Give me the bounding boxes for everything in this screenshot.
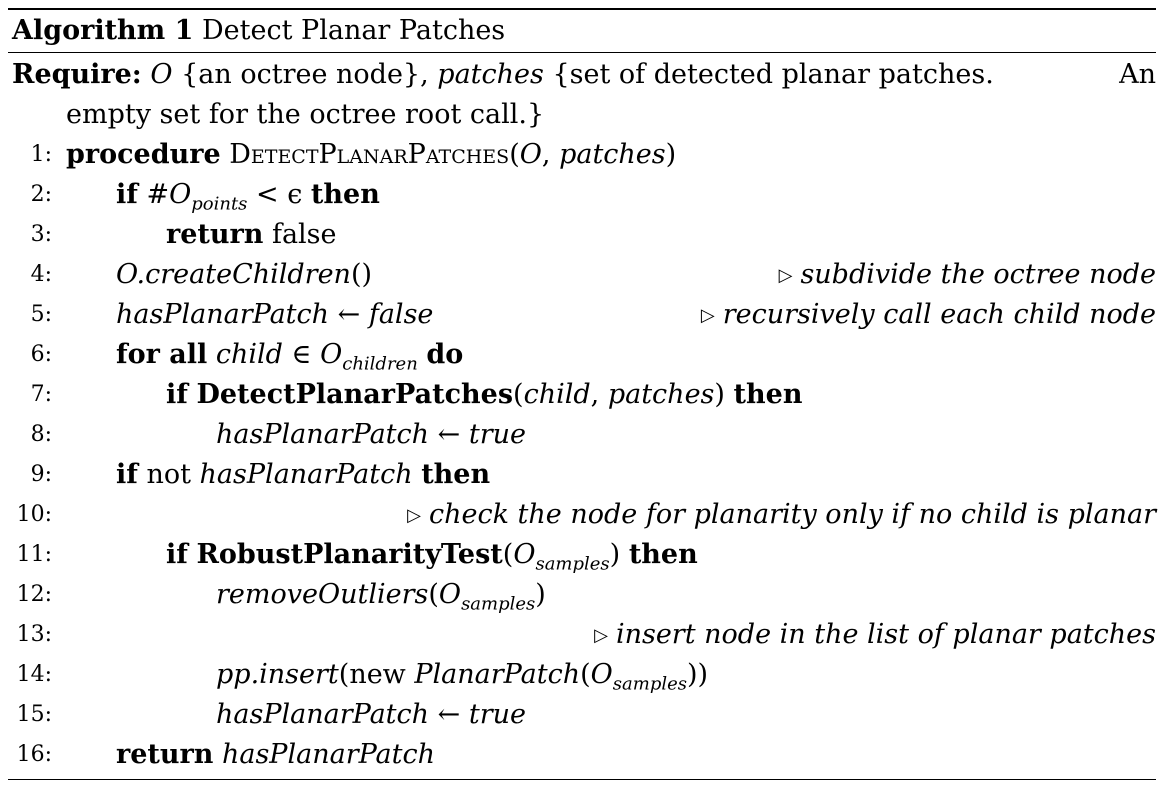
paren-close: ): [665, 139, 677, 170]
arg-patches: patches: [607, 379, 715, 410]
comment-text: check the node for planarity only if no child is planar: [429, 499, 1156, 530]
require-an: An: [1119, 59, 1156, 90]
line-number: 1:: [30, 142, 52, 167]
comment-triangle-icon: ▷: [594, 625, 608, 646]
algo-line-14: [8, 655, 1156, 695]
algo-line-5: [8, 295, 1156, 335]
var-o: O: [320, 339, 343, 370]
arg-child: child: [523, 379, 591, 410]
bottom-rule: [8, 779, 1156, 780]
var-has-planar-patch: hasPlanarPatch: [216, 699, 430, 730]
paren-close: )): [687, 659, 709, 690]
line-number: 2:: [30, 182, 52, 207]
line-number: 4:: [30, 262, 52, 287]
value-false: false: [368, 299, 434, 330]
assign-arrow: ←: [429, 699, 469, 730]
line-number: 3:: [30, 222, 52, 247]
func-pp-insert: pp.insert: [216, 659, 339, 690]
algo-line-11: [8, 535, 1156, 575]
algo-line-9: [8, 455, 1156, 495]
algo-line-2: [8, 175, 1156, 215]
comment-text: recursively call each child node: [722, 299, 1156, 330]
line-comment: [594, 615, 1156, 658]
line-number: 10:: [16, 502, 52, 527]
algo-line-3: [8, 215, 1156, 255]
var-has-planar-patch: hasPlanarPatch: [199, 459, 413, 490]
line-number: 9:: [30, 462, 52, 487]
return-value: false: [263, 219, 337, 250]
algo-line-6: [8, 335, 1156, 375]
line-number: 7:: [30, 382, 52, 407]
var-o: O: [438, 579, 462, 610]
then-keyword: then: [421, 459, 491, 490]
caption-label: Algorithm 1: [12, 15, 194, 46]
algo-line-1: [8, 135, 1156, 175]
return-keyword: return: [116, 739, 214, 770]
new-keyword: new: [349, 659, 415, 690]
var-o: O: [169, 179, 192, 210]
algo-line-16: [8, 735, 1156, 775]
line-number: 5:: [30, 302, 52, 327]
parens: (): [350, 259, 373, 290]
algorithm-caption: [8, 10, 1156, 52]
algorithm-block: [8, 8, 1156, 780]
algo-line-15: [8, 695, 1156, 735]
require-block: [8, 53, 1156, 135]
value-true: true: [468, 419, 526, 450]
return-keyword: return: [166, 219, 264, 250]
subscript-samples: samples: [461, 593, 536, 615]
then-keyword: then: [310, 179, 380, 210]
caption-title: Detect Planar Patches: [202, 15, 506, 46]
algo-line-13: [8, 615, 1156, 655]
var-o: O: [513, 539, 536, 570]
for-all-keyword: for all: [116, 339, 208, 370]
func-remove-outliers: removeOutliers: [216, 579, 429, 610]
algo-line-7: [8, 375, 1156, 415]
comment-triangle-icon: ▷: [778, 265, 793, 286]
var-has-planar-patch: hasPlanarPatch: [221, 739, 436, 770]
line-number: 12:: [16, 582, 52, 607]
paren-close: ): [535, 579, 546, 610]
comment-text: insert node in the list of planar patches: [615, 619, 1156, 650]
arg-o: O: [519, 139, 542, 170]
require-patches: patches: [437, 59, 544, 90]
var-has-planar-patch: hasPlanarPatch: [116, 299, 330, 330]
require-o: O: [150, 59, 173, 90]
if-keyword: if: [166, 539, 188, 570]
then-keyword: then: [628, 539, 698, 570]
line-comment: [701, 295, 1156, 338]
subscript-samples: samples: [612, 673, 687, 695]
comment-triangle-icon: ▷: [700, 305, 715, 326]
if-keyword: if: [116, 459, 138, 490]
element-of: ∈: [282, 339, 321, 370]
procedure-keyword: procedure: [66, 139, 221, 170]
assign-arrow: ←: [329, 299, 369, 330]
create-children-call: O.createChildren: [116, 259, 351, 290]
hash-sign: #: [146, 179, 170, 210]
func-detect-planar-patches: DetectPlanarPatches: [196, 379, 514, 410]
subscript-samples: samples: [535, 553, 610, 575]
line-number: 15:: [16, 702, 52, 727]
if-keyword: if: [116, 179, 138, 210]
line-number: 14:: [16, 662, 52, 687]
var-child: child: [215, 339, 283, 370]
class-planar-patch: PlanarPatch: [414, 659, 581, 690]
paren-open: (: [428, 579, 439, 610]
comma: ,: [590, 379, 608, 410]
algo-line-4: [8, 255, 1156, 295]
paren-open: (: [580, 659, 591, 690]
not-operator: not: [137, 459, 200, 490]
require-line2: empty set for the octree root call.}: [66, 99, 545, 130]
if-keyword: if: [166, 379, 188, 410]
require-patches-desc: {set of detected planar patches.: [552, 59, 994, 90]
comment-text: subdivide the octree node: [800, 259, 1156, 290]
require-keyword: Require:: [12, 59, 142, 90]
require-o-desc: {an octree node},: [181, 59, 429, 90]
then-keyword: then: [733, 379, 803, 410]
arg-patches: patches: [559, 139, 666, 170]
subscript-points: points: [191, 193, 248, 215]
comment-triangle-icon: ▷: [407, 505, 421, 526]
paren-open: (: [502, 539, 514, 570]
algo-line-12: [8, 575, 1156, 615]
comparison: < ϵ: [247, 179, 311, 210]
do-keyword: do: [426, 339, 464, 370]
var-o: O: [590, 659, 613, 690]
line-number: 6:: [30, 342, 52, 367]
var-has-planar-patch: hasPlanarPatch: [216, 419, 430, 450]
paren-open: (: [513, 379, 524, 410]
paren-open: (: [338, 659, 350, 690]
subscript-children: children: [342, 353, 418, 375]
line-number: 16:: [16, 742, 52, 767]
paren-open: (: [509, 139, 520, 170]
line-number: 11:: [16, 542, 52, 567]
algo-line-10: [8, 495, 1156, 535]
line-number: 13:: [16, 622, 52, 647]
line-number: 8:: [30, 422, 52, 447]
assign-arrow: ←: [429, 419, 469, 450]
paren-close: ): [609, 539, 621, 570]
paren-close: ): [714, 379, 725, 410]
procedure-name: DetectPlanarPatches: [229, 139, 510, 170]
line-comment: [779, 255, 1156, 298]
algo-line-8: [8, 415, 1156, 455]
value-true: true: [468, 699, 526, 730]
func-robust-planarity-test: RobustPlanarityTest: [196, 539, 503, 570]
comma: ,: [541, 139, 560, 170]
line-comment: [407, 495, 1156, 538]
